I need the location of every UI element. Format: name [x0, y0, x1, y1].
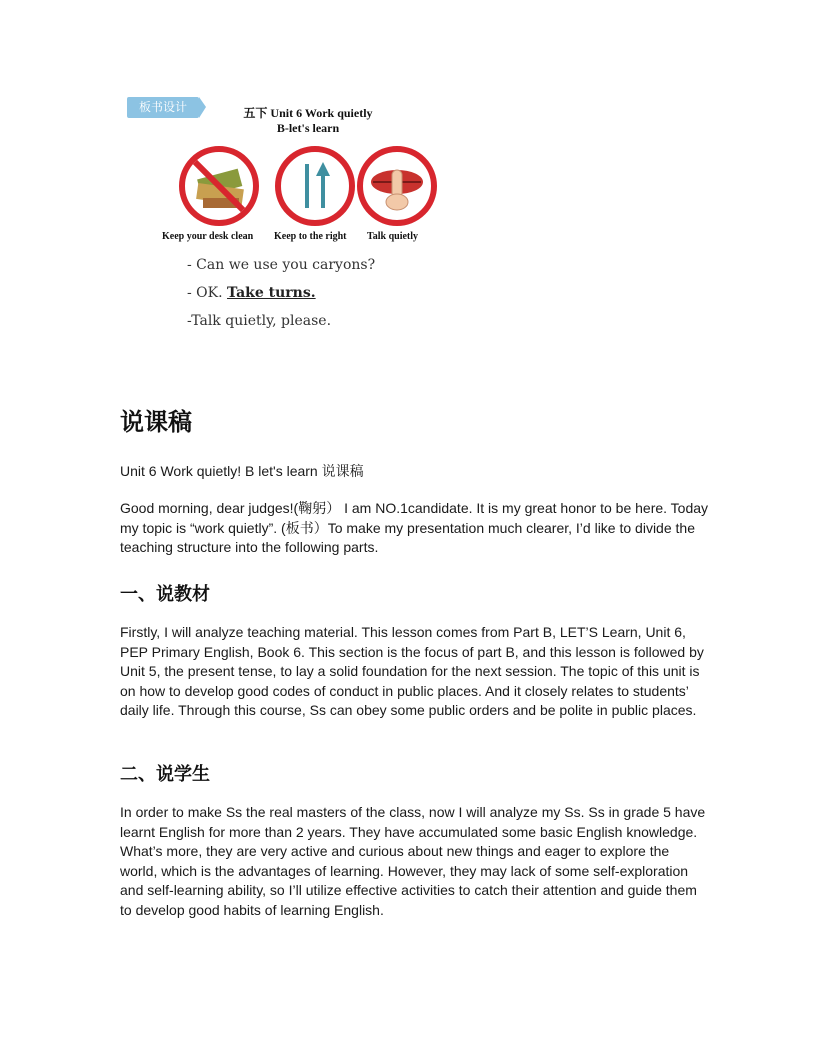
section-body-students: In order to make Ss the real masters of the class, now I will analyze my Ss. Ss in grade 5 have learnt English for more than 2 years. They have accumulated some basic English knowledge. What’s more, they are very active and curious about new things and eager to explore the world, which is the advantages of learning. However, they may lack of some self-exploration and self-learning ability, so I’ll utilize effective activities to catch their attention and guide them to develop good habits of learning English. [120, 804, 706, 918]
caption-keep-to-right: Keep to the right [274, 231, 347, 242]
section-body-textbook: Firstly, I will analyze teaching material. This lesson comes from Part B, LET’S Learn, Unit 6, PEP Primary English, Book 6. This section is the focus of part B, and this lesson is followed by Unit 5, the present tense, to lay a solid foundation for the next session. The topic of this unit is on how to develop good codes of conduct in public places. And it closely relates to students’ daily life. Through this course, Ss can obey some public orders and be polite in public places. [120, 624, 704, 719]
dialog-line-1: - Can we use you caryons? [187, 257, 376, 273]
talk-quietly-sign-icon [355, 144, 439, 228]
dialog-line-2 [187, 285, 316, 301]
intro-paragraph: Good morning, dear judges!(鞠躬） I am NO.1candidate. It is my great honor to be here. Today my topic is “work quietly”. (板书）To make my presentation much clearer, I’d like to divide the teaching structure into the following parts. [120, 500, 709, 556]
section-heading-students: 二、说学生 [120, 764, 210, 785]
page-title: 说课稿 [120, 408, 192, 436]
figure-title [223, 106, 393, 136]
figure-title-line1: 五下 Unit 6 Work quietly [243, 106, 373, 120]
figure-title-line2: B-let's learn [276, 121, 340, 135]
dialog-take-turns: Take turns. [227, 285, 316, 301]
caption-talk-quietly: Talk quietly [367, 231, 419, 242]
board-design-tab: 板书设计 [127, 97, 199, 118]
caption-keep-desk-clean: Keep your desk clean [162, 231, 254, 242]
dialog-line-2-prefix: - OK. [187, 285, 223, 301]
subtitle: Unit 6 Work quietly! B let's learn 说课稿 [120, 463, 364, 479]
section-heading-textbook: 一、说教材 [120, 584, 210, 605]
keep-right-sign-icon [273, 144, 357, 228]
dialog-line-3: -Talk quietly, please. [187, 313, 332, 329]
board-design-figure [123, 94, 465, 344]
no-messy-desk-sign-icon [177, 144, 261, 228]
